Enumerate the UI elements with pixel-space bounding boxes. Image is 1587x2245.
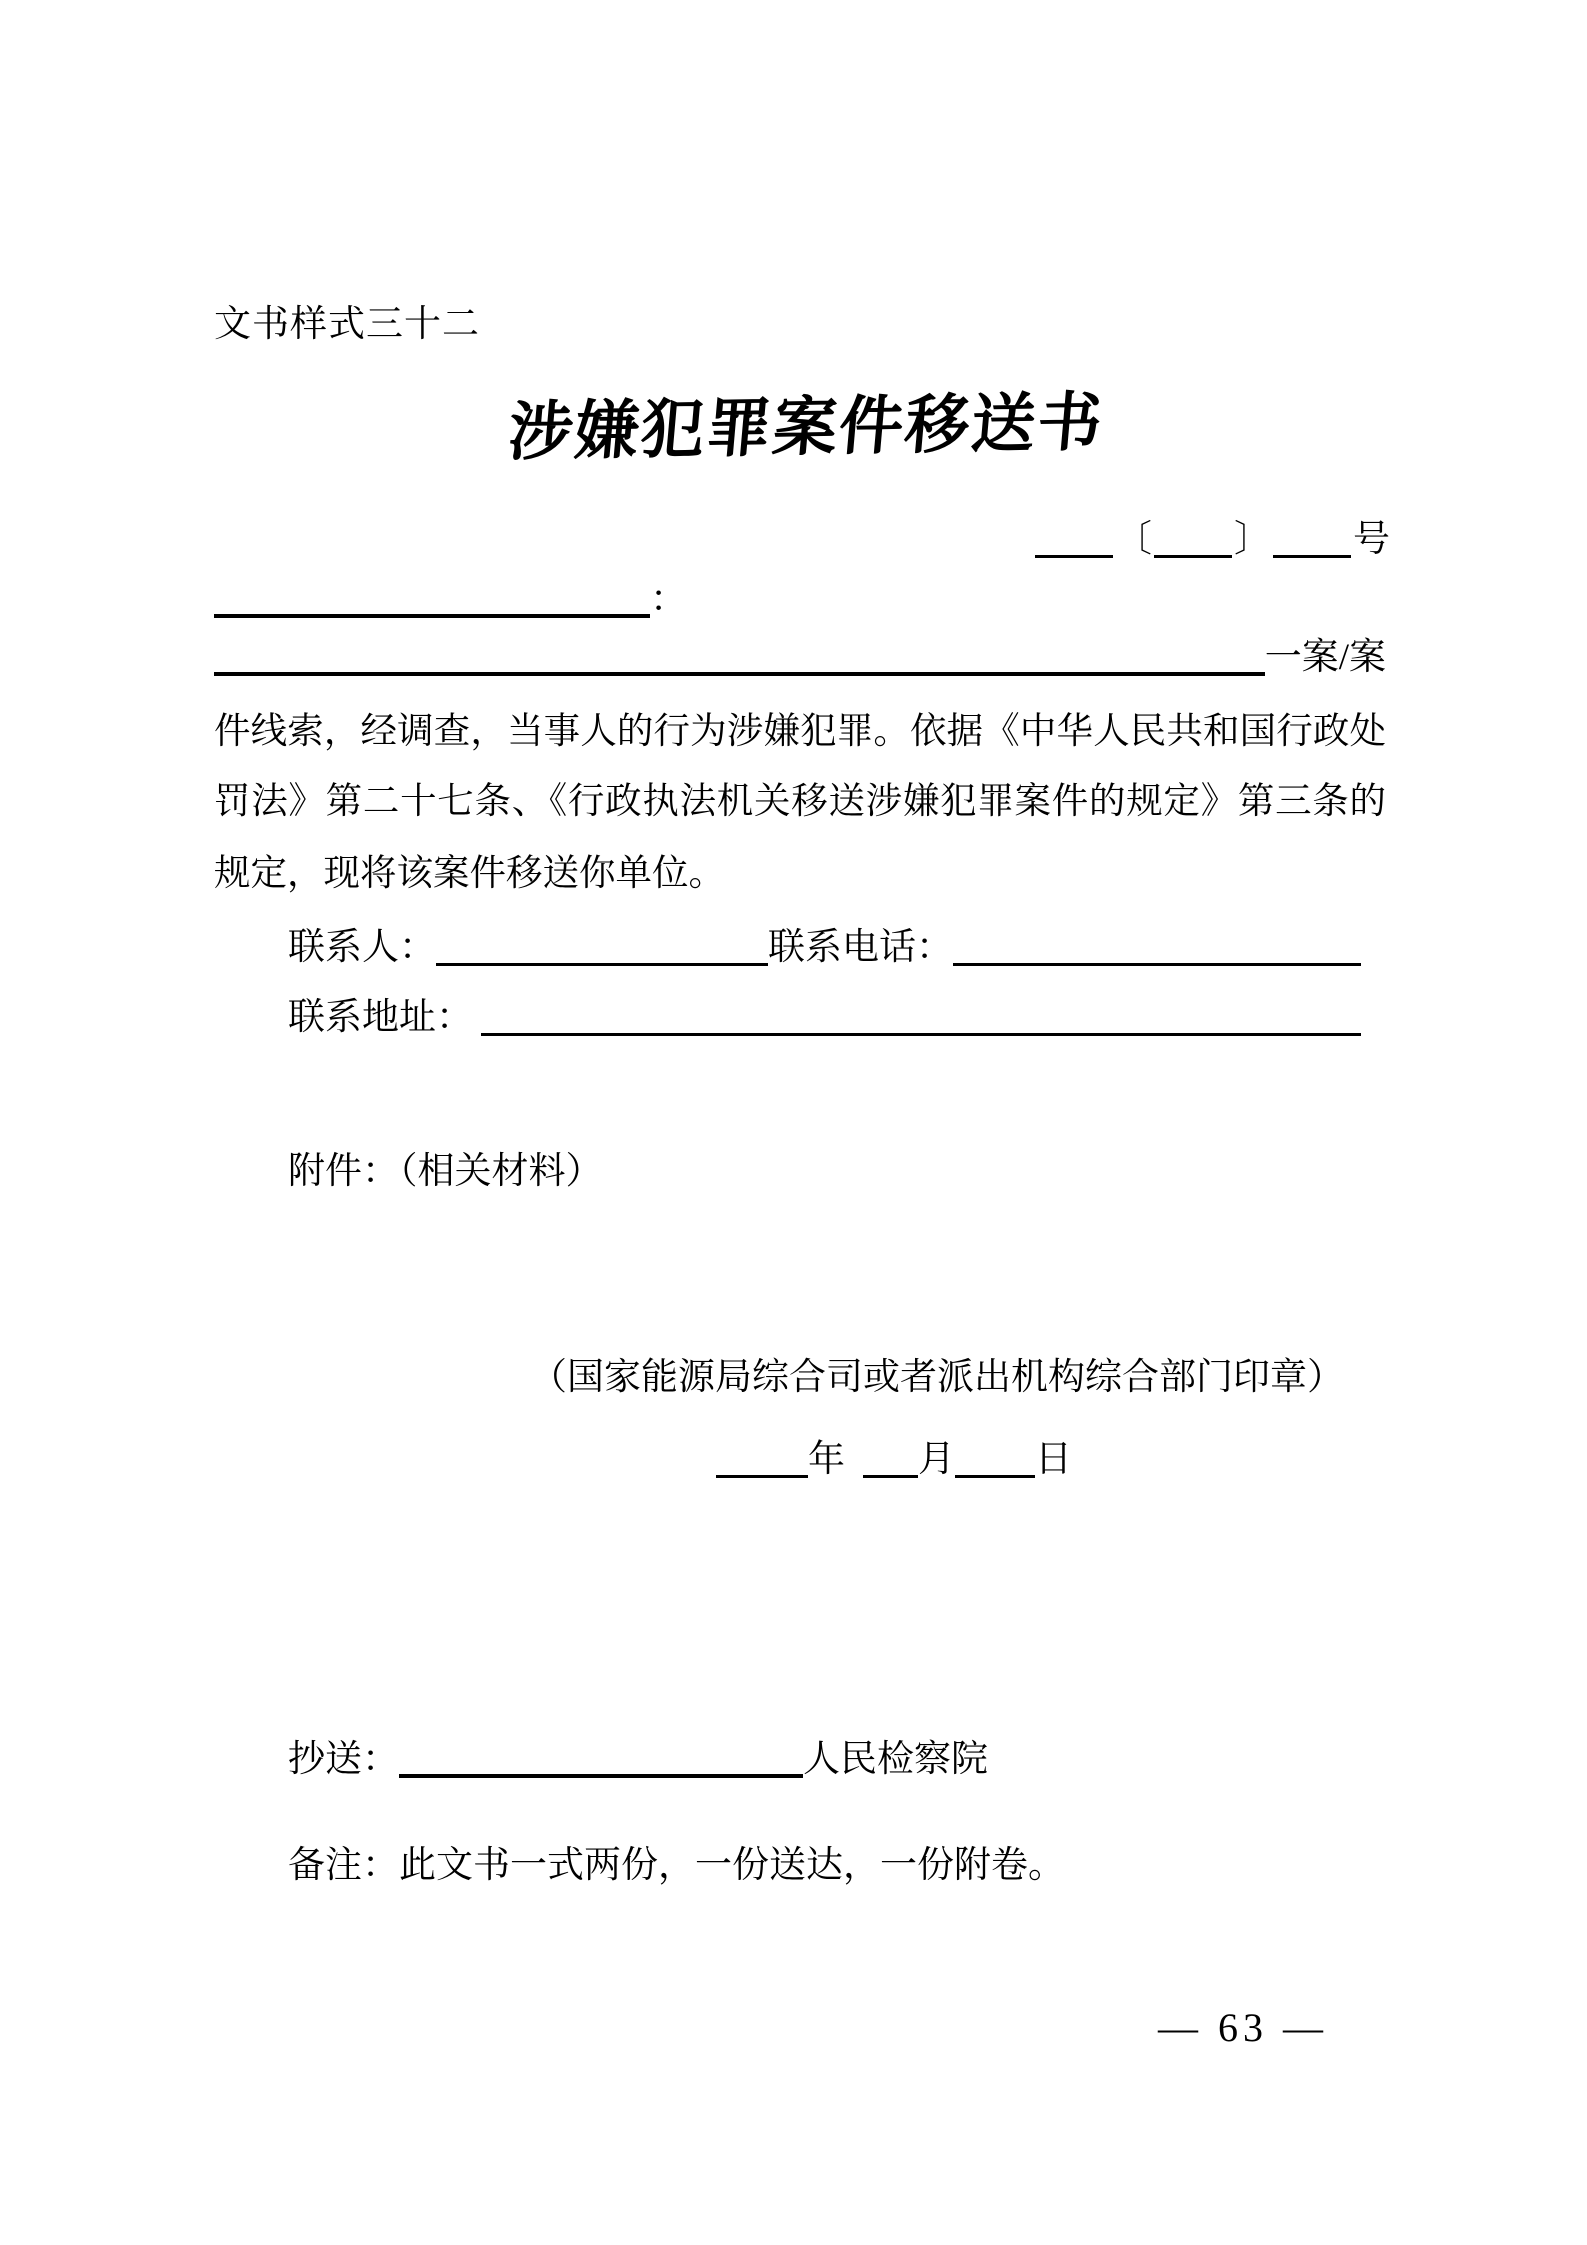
addressee-blank [214, 570, 650, 618]
case-line-suffix: 一案/案 [1264, 637, 1386, 678]
contact-address-blank [481, 995, 1361, 1036]
contact-address-label: 联系地址： [288, 997, 473, 1038]
doc-number-line [1035, 514, 1392, 558]
day-blank [955, 1431, 1035, 1478]
doc-number-blank-3 [1273, 511, 1351, 558]
cc-blank [399, 1734, 803, 1778]
page-number: — 63 — [1158, 2005, 1328, 2050]
contact-phone-label: 联系电话： [768, 927, 953, 968]
cc-suffix: 人民检察院 [803, 1739, 988, 1780]
month-blank [863, 1431, 918, 1478]
doc-number-blank-2 [1154, 511, 1232, 558]
date-spacer [845, 1434, 863, 1478]
case-name-blank [214, 628, 1265, 676]
doc-number-blank-1 [1035, 511, 1113, 558]
cc-line [288, 1738, 988, 1778]
addressee-line [214, 574, 687, 618]
doc-number-suffix: 号 [1353, 519, 1390, 560]
body-line-3: 规定，现将该案件移送你单位。 [214, 852, 725, 893]
date-line [716, 1434, 1072, 1478]
remark-note: 备注：此文书一式两份，一份送达，一份附卷。 [288, 1845, 1065, 1886]
day-label: 日 [1035, 1439, 1072, 1480]
bracket-close: 〕 [1234, 519, 1271, 560]
contact-address-row [288, 998, 1361, 1036]
doc-style-label: 文书样式三十二 [214, 304, 480, 345]
case-name-line [214, 632, 1386, 676]
body-line-2: 罚法》第二十七条、《行政执法机关移送涉嫌犯罪案件的规定》第三条的 [214, 780, 1386, 821]
year-label: 年 [808, 1439, 845, 1480]
contact-person-label: 联系人： [288, 927, 436, 968]
attachment-note: 附件：（相关材料） [288, 1151, 603, 1192]
bracket-open: 〔 [1115, 519, 1152, 560]
contact-person-blank [436, 925, 768, 966]
addressee-colon: ： [650, 579, 687, 620]
document-title: 涉嫌犯罪案件移送书 [505, 386, 1107, 469]
contact-phone-blank [953, 925, 1361, 966]
month-label: 月 [918, 1439, 955, 1480]
contact-person-row [288, 928, 1361, 966]
cc-label: 抄送： [288, 1739, 399, 1780]
year-blank [716, 1431, 808, 1478]
body-line-1: 件线索，经调查，当事人的行为涉嫌犯罪。依据《中华人民共和国行政处 [214, 710, 1386, 751]
seal-note: （国家能源局综合司或者派出机构综合部门印章） [530, 1357, 1344, 1398]
